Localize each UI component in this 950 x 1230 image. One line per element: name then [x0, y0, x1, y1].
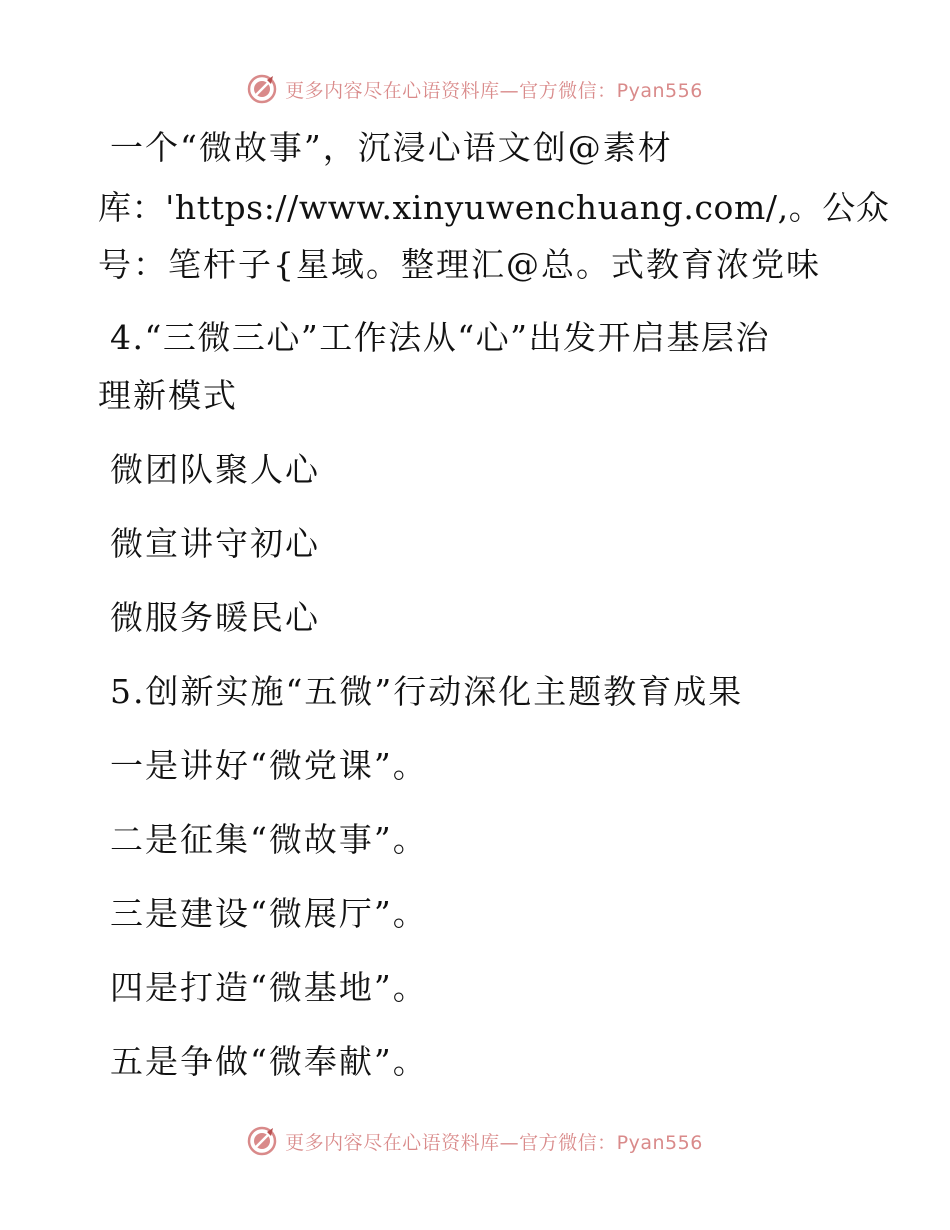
section-5-item: 三是建设“微展厅”。: [110, 894, 428, 933]
intro-line-3: 号：笔杆子{星域。整理汇@总。式教育浓党味: [98, 245, 821, 284]
watermark-text: 更多内容尽在心语资料库—官方微信：Pyan556: [285, 1131, 703, 1154]
header-watermark: [0, 72, 950, 106]
intro-line-2: 库：'https://www.xinyuwenchuang.com/,。公众: [98, 188, 890, 227]
section-4-title-line-1: 4.“三微三心”工作法从“心”出发开启基层治: [110, 318, 770, 357]
section-4-item: 微服务暖民心: [110, 598, 320, 637]
intro-line-1: 一个“微故事”，沉浸心语文创@素材: [110, 128, 673, 167]
section-5-title: 5.创新实施“五微”行动深化主题教育成果: [110, 672, 744, 711]
brush-logo-icon: [247, 74, 277, 104]
brush-logo-icon: [247, 1126, 277, 1156]
section-5-item: 五是争做“微奉献”。: [110, 1042, 428, 1081]
footer-watermark: [0, 1124, 950, 1158]
watermark-text: 更多内容尽在心语资料库—官方微信：Pyan556: [285, 79, 703, 102]
section-4-item: 微宣讲守初心: [110, 524, 320, 563]
section-5-item: 一是讲好“微党课”。: [110, 746, 428, 785]
section-4-title-line-2: 理新模式: [98, 376, 238, 415]
section-4-item: 微团队聚人心: [110, 450, 320, 489]
section-5-item: 二是征集“微故事”。: [110, 820, 428, 859]
section-5-item: 四是打造“微基地”。: [110, 968, 428, 1007]
